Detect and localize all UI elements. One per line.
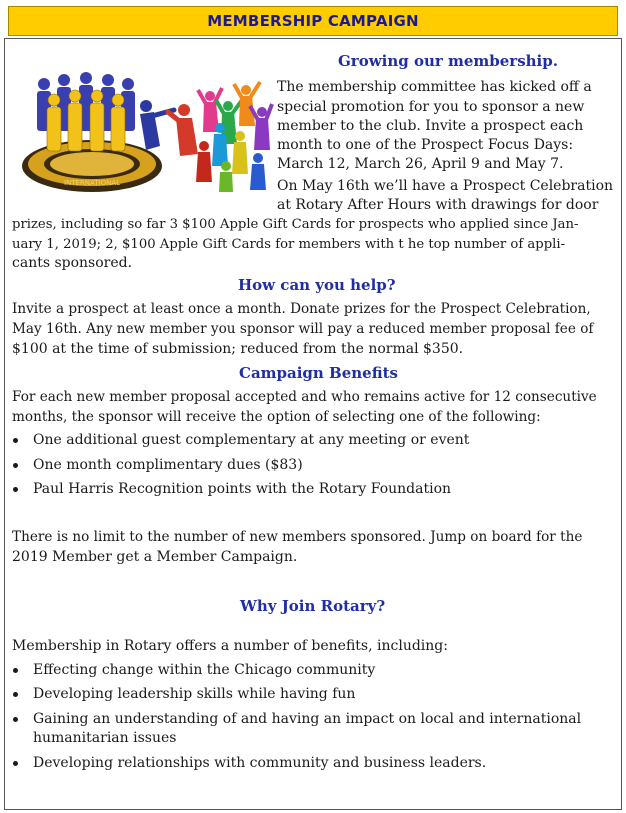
help-line: $100 at the time of submission; reduced from the normal $350. xyxy=(12,341,464,357)
list-item-continuation: humanitarian issues xyxy=(33,730,177,746)
heading-campaign-benefits: Campaign Benefits xyxy=(239,364,399,382)
heading-how-help: How can you help? xyxy=(238,276,396,294)
benefits-closing-line: 2019 Member get a Member Campaign. xyxy=(12,549,298,565)
growing-line: member to the club. Invite a prospect each xyxy=(277,118,584,134)
help-line: May 16th. Any new member you sponsor will pay a reduced member proposal fee of xyxy=(12,321,594,337)
growing-line: prizes, including so far 3 $100 Apple Gift Cards for prospects who applied since Jan- xyxy=(12,217,579,232)
growing-line: cants sponsored. xyxy=(12,255,133,271)
growing-line: special promotion for you to sponsor a new xyxy=(277,99,585,115)
banner-title: MEMBERSHIP CAMPAIGN xyxy=(207,12,419,30)
help-line: Invite a prospect at least once a month. Donate prizes for the Prospect Celebration, xyxy=(12,301,591,317)
heading-why-join: Why Join Rotary? xyxy=(240,597,386,615)
benefits-closing-line: There is no limit to the number of new members sponsored. Jump on board for the xyxy=(12,529,583,545)
bullet-icon xyxy=(13,438,18,443)
bullet-icon xyxy=(13,717,18,722)
header-banner xyxy=(8,6,618,36)
growing-line: month to one of the Prospect Focus Days: xyxy=(277,137,574,153)
growing-line: On May 16th we’ll have a Prospect Celebration xyxy=(277,178,614,194)
people-figures-colorful xyxy=(196,82,272,192)
growing-line: uary 1, 2019; 2, $100 Apple Gift Cards for members with t he top number of appli- xyxy=(12,237,566,252)
growing-line: The membership committee has kicked off a xyxy=(277,79,592,95)
why-intro: Membership in Rotary offers a number of benefits, including: xyxy=(12,638,448,654)
heading-growing: Growing our membership. xyxy=(338,52,558,70)
rotary-people-illustration xyxy=(14,66,274,194)
people-figures-reaching xyxy=(140,100,198,156)
bullet-icon xyxy=(13,692,18,697)
benefits-line: months, the sponsor will receive the option of selecting one of the following: xyxy=(12,409,541,425)
benefits-line: For each new member proposal accepted and who remains active for 12 consecutive xyxy=(12,389,597,405)
bullet-icon xyxy=(13,668,18,673)
bullet-icon xyxy=(13,761,18,766)
growing-line: at Rotary After Hours with drawings for door xyxy=(277,197,599,213)
growing-line: March 12, March 26, April 9 and May 7. xyxy=(277,156,564,172)
svg-text:INTERNATIONAL: INTERNATIONAL xyxy=(63,179,121,187)
bullet-icon xyxy=(13,487,18,492)
bullet-icon xyxy=(13,463,18,468)
